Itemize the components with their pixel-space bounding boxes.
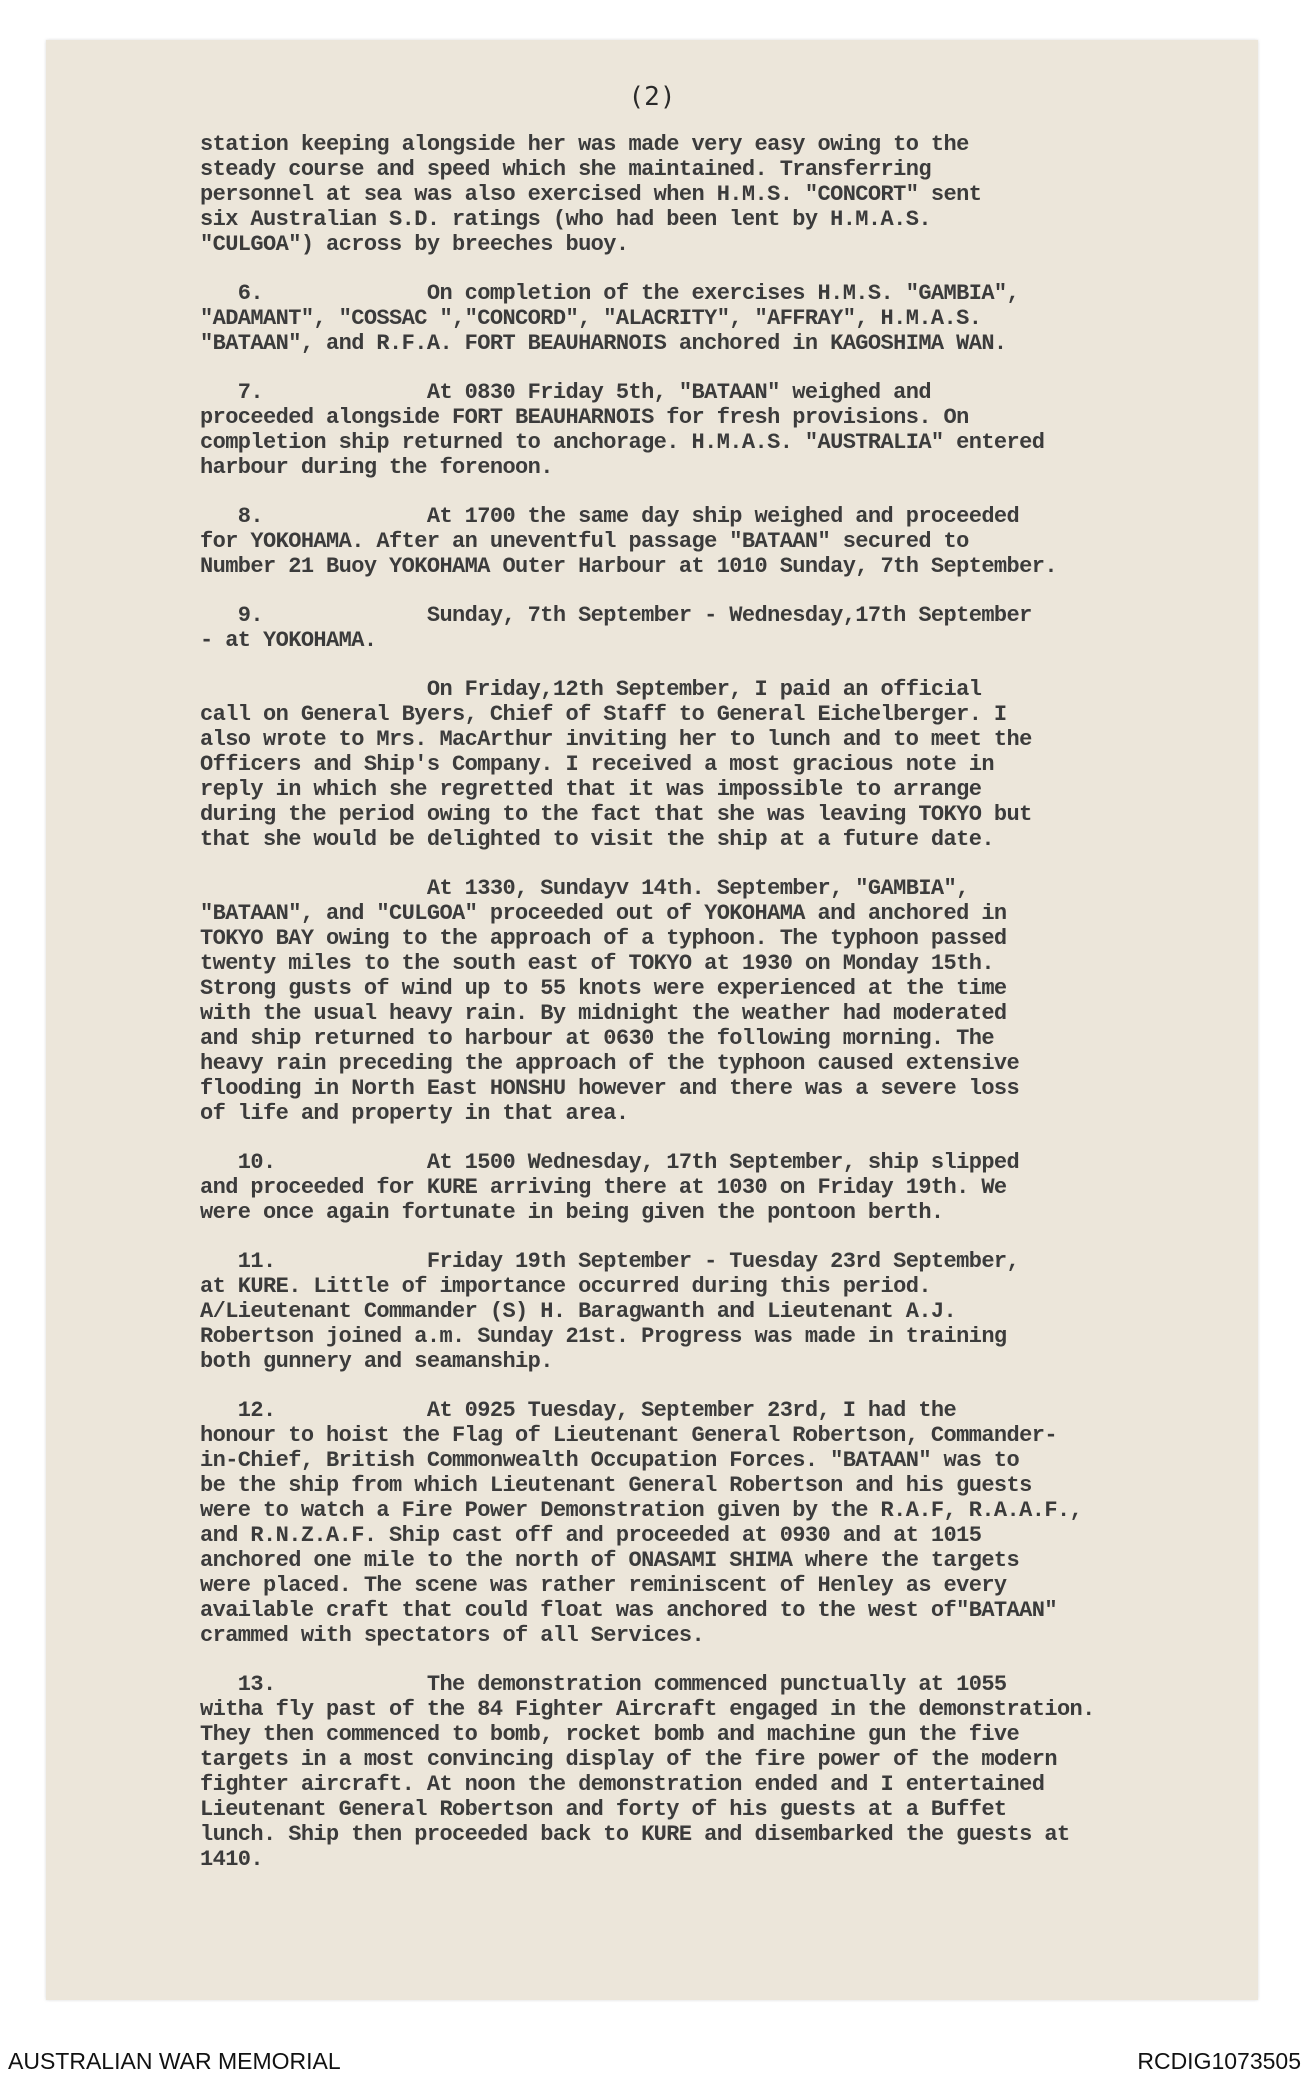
text-line: "BATAAN", and R.F.A. FORT BEAUHARNOIS anchored in KAGOSHIMA WAN.: [200, 331, 1007, 356]
text-line: 6. On completion of the exercises H.M.S. "GAMBIA",: [200, 281, 1020, 306]
text-line: were placed. The scene was rather reminiscent of Henley as every: [200, 1573, 1007, 1598]
text-line: witha fly past of the 84 Fighter Aircraft engaged in the demonstration.: [200, 1697, 1095, 1722]
text-line: in-Chief, British Commonwealth Occupation Forces. "BATAAN" was to: [200, 1448, 1020, 1473]
text-line: reply in which she regretted that it was impossible to arrange: [200, 777, 982, 802]
paragraph-gap: [200, 1225, 1240, 1249]
text-line: of life and property in that area.: [200, 1101, 629, 1126]
text-line: heavy rain preceding the approach of the typhoon caused extensive: [200, 1051, 1020, 1076]
text-line: call on General Byers, Chief of Staff to General Eichelberger. I: [200, 702, 1007, 727]
text-line: steady course and speed which she maintained. Transferring: [200, 157, 931, 182]
text-line: Strong gusts of wind up to 55 knots were experienced at the time: [200, 976, 1007, 1001]
paragraph-gap: [200, 852, 1240, 876]
text-line: available craft that could float was anchored to the west of"BATAAN": [200, 1598, 1057, 1623]
paragraph-gap: [200, 480, 1240, 504]
text-line: "CULGOA") across by breeches buoy.: [200, 232, 629, 257]
text-line: personnel at sea was also exercised when H.M.S. "CONCORT" sent: [200, 182, 982, 207]
text-line: also wrote to Mrs. MacArthur inviting her to lunch and to meet the: [200, 727, 1032, 752]
text-line: were once again fortunate in being given the pontoon berth.: [200, 1200, 944, 1225]
text-line: for YOKOHAMA. After an uneventful passage "BATAAN" secured to: [200, 529, 969, 554]
text-line: "BATAAN", and "CULGOA" proceeded out of YOKOHAMA and anchored in: [200, 901, 1007, 926]
text-line: TOKYO BAY owing to the approach of a typhoon. The typhoon passed: [200, 926, 1007, 951]
paragraph-gap: [200, 356, 1240, 380]
text-line: 11. Friday 19th September - Tuesday 23rd September,: [200, 1249, 1020, 1274]
text-line: fighter aircraft. At noon the demonstration ended and I entertained: [200, 1772, 1045, 1797]
text-line: 9. Sunday, 7th September - Wednesday,17th September: [200, 603, 1032, 628]
text-line: and proceeded for KURE arriving there at 1030 on Friday 19th. We: [200, 1175, 1007, 1200]
text-line: 1410.: [200, 1847, 264, 1872]
paragraph-gap: [200, 257, 1240, 281]
page-number: (2): [628, 82, 676, 112]
document-body: [200, 132, 1240, 1872]
paragraph-gap: [200, 1374, 1240, 1398]
text-line: during the period owing to the fact that she was leaving TOKYO but: [200, 802, 1032, 827]
text-line: On Friday,12th September, I paid an official: [200, 677, 982, 702]
text-line: 7. At 0830 Friday 5th, "BATAAN" weighed and: [200, 380, 931, 405]
paragraph-gap: [200, 579, 1240, 603]
text-line: anchored one mile to the north of ONASAMI SHIMA where the targets: [200, 1548, 1020, 1573]
text-line: and ship returned to harbour at 0630 the following morning. The: [200, 1026, 994, 1051]
text-line: They then commenced to bomb, rocket bomb and machine gun the five: [200, 1722, 1020, 1747]
text-line: "ADAMANT", "COSSAC ","CONCORD", "ALACRITY", "AFFRAY", H.M.A.S.: [200, 306, 982, 331]
text-line: with the usual heavy rain. By midnight the weather had moderated: [200, 1001, 1007, 1026]
text-line: twenty miles to the south east of TOKYO at 1930 on Monday 15th.: [200, 951, 994, 976]
text-line: 13. The demonstration commenced punctually at 1055: [200, 1672, 1007, 1697]
text-line: honour to hoist the Flag of Lieutenant General Robertson, Commander-: [200, 1423, 1057, 1448]
paragraph-gap: [200, 653, 1240, 677]
text-line: - at YOKOHAMA.: [200, 628, 377, 653]
text-line: Number 21 Buoy YOKOHAMA Outer Harbour at 1010 Sunday, 7th September.: [200, 554, 1057, 579]
text-line: lunch. Ship then proceeded back to KURE and disembarked the guests at: [200, 1822, 1070, 1847]
text-line: flooding in North East HONSHU however and there was a severe loss: [200, 1076, 1020, 1101]
footer-record-id: RCDIG1073505: [1137, 2048, 1301, 2074]
paragraph-gap: [200, 1648, 1240, 1672]
text-line: At 1330, Sundayv 14th. September, "GAMBIA",: [200, 876, 969, 901]
text-line: 12. At 0925 Tuesday, September 23rd, I had the: [200, 1398, 957, 1423]
text-line: proceeded alongside FORT BEAUHARNOIS for fresh provisions. On: [200, 405, 969, 430]
text-line: Lieutenant General Robertson and forty of his guests at a Buffet: [200, 1797, 1007, 1822]
text-line: harbour during the forenoon.: [200, 455, 553, 480]
text-line: 8. At 1700 the same day ship weighed and proceeded: [200, 504, 1020, 529]
text-line: completion ship returned to anchorage. H.M.A.S. "AUSTRALIA" entered: [200, 430, 1045, 455]
text-line: at KURE. Little of importance occurred during this period.: [200, 1274, 931, 1299]
text-line: were to watch a Fire Power Demonstration given by the R.A.F, R.A.A.F.,: [200, 1498, 1083, 1523]
paragraph-gap: [200, 1126, 1240, 1150]
text-line: both gunnery and seamanship.: [200, 1349, 553, 1374]
text-line: Officers and Ship's Company. I received a most gracious note in: [200, 752, 994, 777]
text-line: Robertson joined a.m. Sunday 21st. Progress was made in training: [200, 1324, 1007, 1349]
text-line: A/Lieutenant Commander (S) H. Baragwanth and Lieutenant A.J.: [200, 1299, 957, 1324]
text-line: crammed with spectators of all Services.: [200, 1623, 705, 1648]
text-line: be the ship from which Lieutenant General Robertson and his guests: [200, 1473, 1032, 1498]
document-page: [46, 40, 1258, 2000]
text-line: 10. At 1500 Wednesday, 17th September, ship slipped: [200, 1150, 1020, 1175]
text-line: and R.N.Z.A.F. Ship cast off and proceeded at 0930 and at 1015: [200, 1523, 982, 1548]
text-line: six Australian S.D. ratings (who had been lent by H.M.A.S.: [200, 207, 931, 232]
text-line: station keeping alongside her was made very easy owing to the: [200, 132, 969, 157]
text-line: that she would be delighted to visit the ship at a future date.: [200, 827, 994, 852]
text-line: targets in a most convincing display of the fire power of the modern: [200, 1747, 1057, 1772]
footer-archive-name: AUSTRALIAN WAR MEMORIAL: [8, 2048, 341, 2074]
